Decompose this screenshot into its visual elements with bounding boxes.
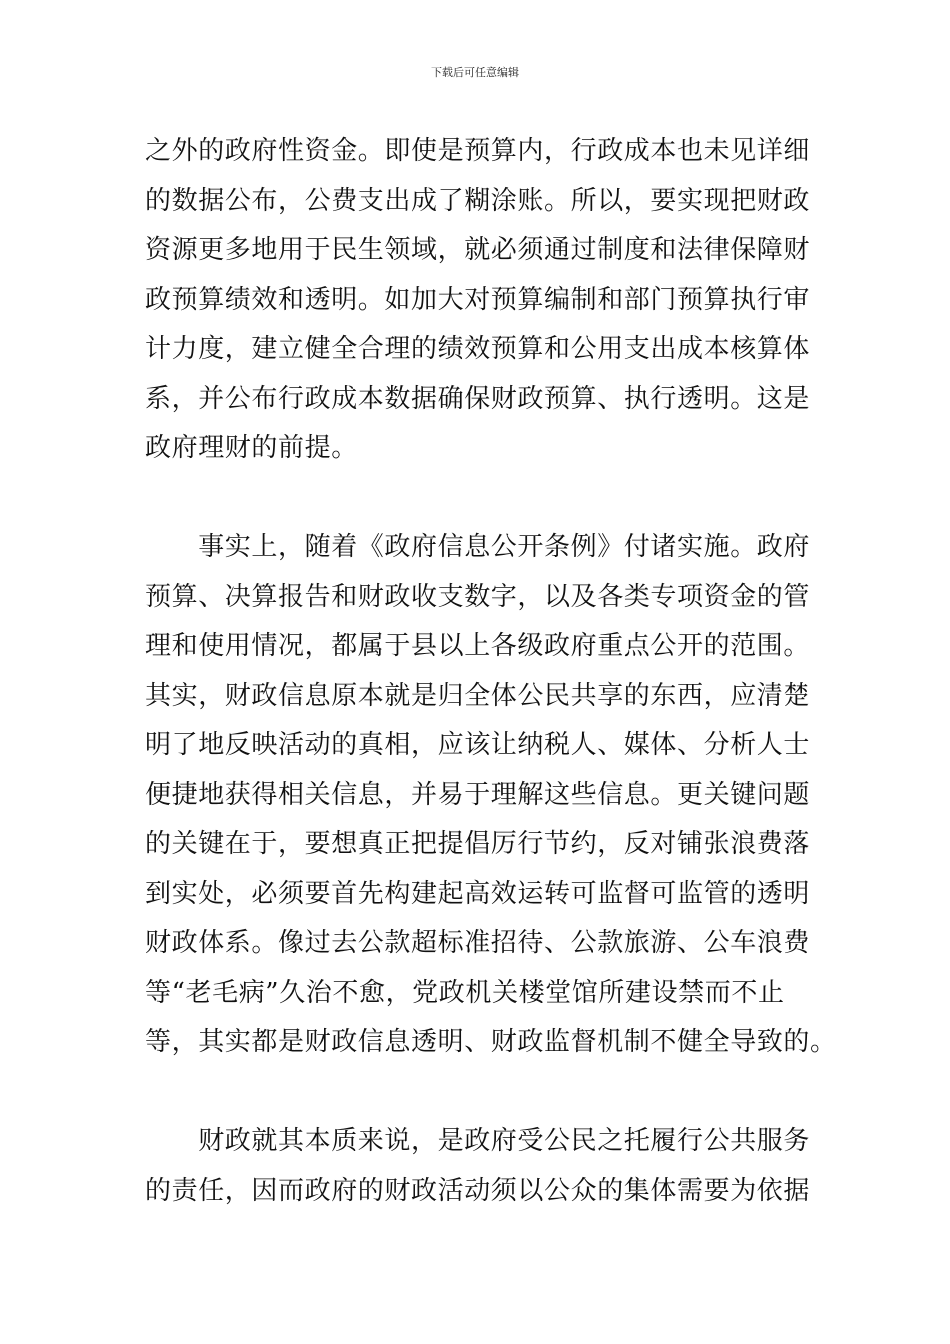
text-line: 之外的政府性资金。即使是预算内，行政成本也未见详细 <box>145 136 811 166</box>
text-line: 事实上，随着《政府信息公开条例》付诸实施。政府 <box>145 532 811 562</box>
text-line: 等“老毛病”久治不愈，党政机关楼堂馆所建设禁而不止 <box>145 977 785 1008</box>
text-line: 的责任，因而政府的财政活动须以公众的集体需要为依据 <box>145 1175 811 1206</box>
text-line: 的数据公布，公费支出成了糊涂账。所以，要实现把财政 <box>145 185 811 216</box>
page-header: 下载后可任意编辑 <box>431 66 519 79</box>
text-line: 理和使用情况，都属于县以上各级政府重点公开的范围。 <box>145 631 811 661</box>
text-line: 到实处，必须要首先构建起高效运转可监督可监管的透明 <box>145 878 811 909</box>
text-line: 预算、决算报告和财政收支数字，以及各类专项资金的管 <box>145 581 811 612</box>
text-line: 系，并公布行政成本数据确保财政预算、执行透明。这是 <box>145 383 811 414</box>
paragraph-spacer <box>145 474 810 524</box>
document-body <box>145 127 837 1216</box>
text-line: 财政就其本质来说，是政府受公民之托履行公共服务 <box>145 1126 811 1156</box>
text-line: 计力度，建立健全合理的绩效预算和公用支出成本核算体 <box>145 334 811 364</box>
text-line: 便捷地获得相关信息，并易于理解这些信息。更关键问题 <box>145 779 811 810</box>
text-line: 其实，财政信息原本就是归全体公民共享的东西，应清楚 <box>145 680 811 711</box>
text-line: 政府理财的前提。 <box>145 433 358 463</box>
text-line: 等，其实都是财政信息透明、财政监督机制不健全导致的。 <box>145 1027 837 1057</box>
text-line: 的关键在于，要想真正把提倡厉行节约，反对铺张浪费落 <box>145 829 811 859</box>
paragraph-3 <box>145 1117 810 1216</box>
text-line: 明了地反映活动的真相，应该让纳税人、媒体、分析人士 <box>145 730 811 760</box>
paragraph-1 <box>145 127 810 474</box>
text-line: 政预算绩效和透明。如加大对预算编制和部门预算执行审 <box>145 284 811 315</box>
text-line: 财政体系。像过去公款超标准招待、公款旅游、公车浪费 <box>145 928 811 958</box>
paragraph-2 <box>145 523 837 1068</box>
text-line: 资源更多地用于民生领域，就必须通过制度和法律保障财 <box>145 235 811 265</box>
paragraph-spacer <box>145 1068 810 1118</box>
